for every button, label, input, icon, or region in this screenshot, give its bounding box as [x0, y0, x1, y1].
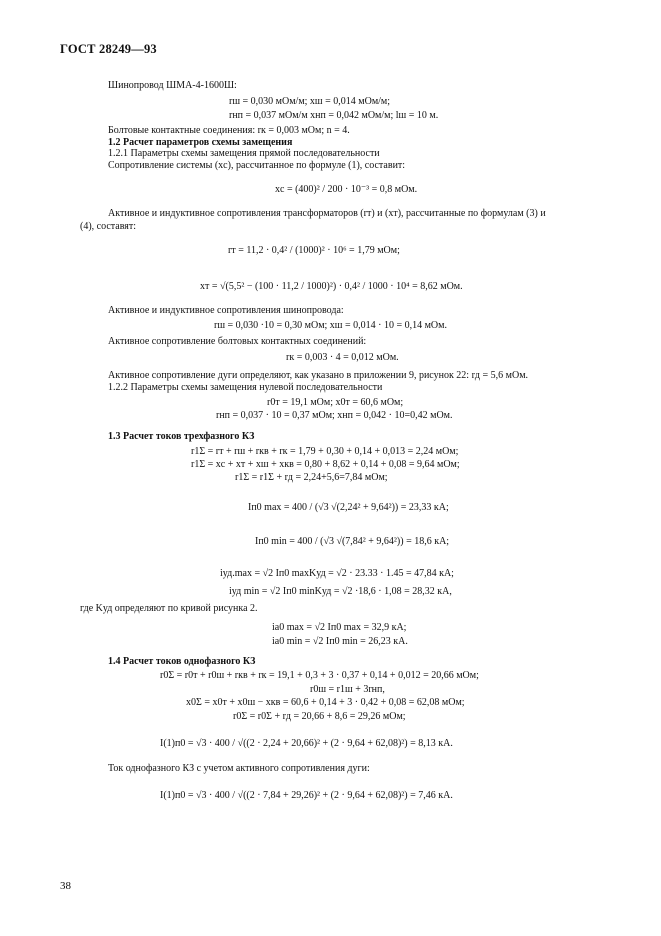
formula-line: iуд.max = √2 Iп0 maxKуд = √2 · 23.33 · 1.45 = 47,84 кА;: [220, 568, 454, 579]
section-heading: 1.3 Расчет токов трехфазного КЗ: [108, 431, 255, 442]
text-line: Активное сопротивление дуги определяют, как указано в приложении 9, рисунок 22: rд = 5,6 мОм.: [108, 370, 529, 381]
text-line: Ток однофазного КЗ с учетом активного сопротивления дуги:: [108, 763, 370, 774]
formula-line: rш = 0,030 ·10 = 0,30 мОм; xш = 0,014 · 10 = 0,14 мОм.: [214, 320, 447, 331]
document-header: ГОСТ 28249—93: [60, 42, 157, 56]
formula-line: r0Σ = r0Σ + rд = 20,66 + 8,6 = 29,26 мОм;: [233, 711, 406, 722]
formula-line: Iп0 min = 400 / (√3 √(7,84² + 9,64²)) = 18,6 кА;: [255, 536, 450, 547]
text-line: Болтовые контактные соединения: rк = 0,003 мОм; n = 4.: [108, 125, 350, 136]
formula-line: I(1)п0 = √3 · 400 / √((2 · 7,84 + 29,26)² + (2 · 9,64 + 62,08)²) = 7,46 кА.: [160, 790, 453, 801]
page-number: 38: [60, 880, 71, 892]
formula-line: r1Σ = r1Σ + rд = 2,24+5,6=7,84 мОм;: [235, 472, 388, 483]
formula-line: r0Σ = r0т + r0ш + rкв + rк = 19,1 + 0,3 + 3 · 0,37 + 0,14 + 0,012 = 20,66 мОм;: [160, 670, 479, 681]
formula-line: r0ш = r1ш + 3rнп,: [310, 684, 385, 695]
formula-line: xт = √(5,5² − (100 · 11,2 / 1000)²) · 0,4² / 1000 · 10⁴ = 8,62 мОм.: [200, 281, 463, 292]
formula-line: xс = (400)² / 200 · 10⁻³ = 0,8 мОм.: [275, 184, 418, 195]
formula-line: iа0 min = √2 Iп0 min = 26,23 кА.: [272, 636, 408, 647]
formula-line: Iп0 max = 400 / (√3 √(2,24² + 9,64²)) = 23,33 кА;: [248, 502, 449, 513]
text-line: 1.2.2 Параметры схемы замещения нулевой последовательности: [108, 382, 383, 393]
text-line: Активное сопротивление болтовых контактных соединений:: [108, 336, 367, 347]
text-line: Активное и индуктивное сопротивления шинопровода:: [108, 305, 344, 316]
text-line: Активное и индуктивное сопротивления трансформаторов (rт) и (xт), рассчитанные по формулам (3) и: [108, 208, 546, 219]
formula-line: r1Σ = rт + rш + rкв + rк = 1,79 + 0,30 + 0,14 + 0,013 = 2,24 мОм;: [191, 446, 459, 457]
section-heading: 1.2 Расчет параметров схемы замещения: [108, 137, 293, 148]
formula-line: r1Σ = xс + xт + xш + xкв = 0,80 + 8,62 + 0,14 + 0,08 = 9,64 мОм;: [191, 459, 460, 470]
formula-line: x0Σ = x0т + x0ш − xкв = 60,6 + 0,14 + 3 · 0,42 + 0,08 = 62,08 мОм;: [186, 697, 465, 708]
formula-line: rш = 0,030 мОм/м; xш = 0,014 мОм/м;: [229, 96, 391, 107]
formula-line: rнп = 0,037 мОм/м xнп = 0,042 мОм/м; lш = 10 м.: [229, 110, 439, 121]
formula-line: iуд min = √2 Iп0 minKуд = √2 ·18,6 · 1,08 = 28,32 кА,: [229, 586, 452, 597]
formula-line: rнп = 0,037 · 10 = 0,37 мОм; xнп = 0,042 · 10=0,42 мОм.: [216, 410, 453, 421]
text-line: где Kуд определяют по кривой рисунка 2.: [80, 603, 258, 614]
formula-line: I(1)п0 = √3 · 400 / √((2 · 2,24 + 20,66)² + (2 · 9,64 + 62,08)²) = 8,13 кА.: [160, 738, 453, 749]
formula-line: iа0 max = √2 Iп0 max = 32,9 кА;: [272, 622, 407, 633]
text-line: Сопротивление системы (xс), рассчитанное по формуле (1), составит:: [108, 160, 406, 171]
text-line: Шинопровод ШМА-4-1600Ш:: [108, 80, 237, 91]
formula-line: rт = 11,2 · 0,4² / (1000)² · 10⁶ = 1,79 мОм;: [228, 245, 400, 256]
section-heading: 1.4 Расчет токов однофазного КЗ: [108, 656, 256, 667]
formula-line: rк = 0,003 · 4 = 0,012 мОм.: [286, 352, 399, 363]
text-line: 1.2.1 Параметры схемы замещения прямой последовательности: [108, 148, 380, 159]
text-line: (4), составят:: [80, 221, 137, 232]
formula-line: r0т = 19,1 мОм; x0т = 60,6 мОм;: [267, 397, 404, 408]
